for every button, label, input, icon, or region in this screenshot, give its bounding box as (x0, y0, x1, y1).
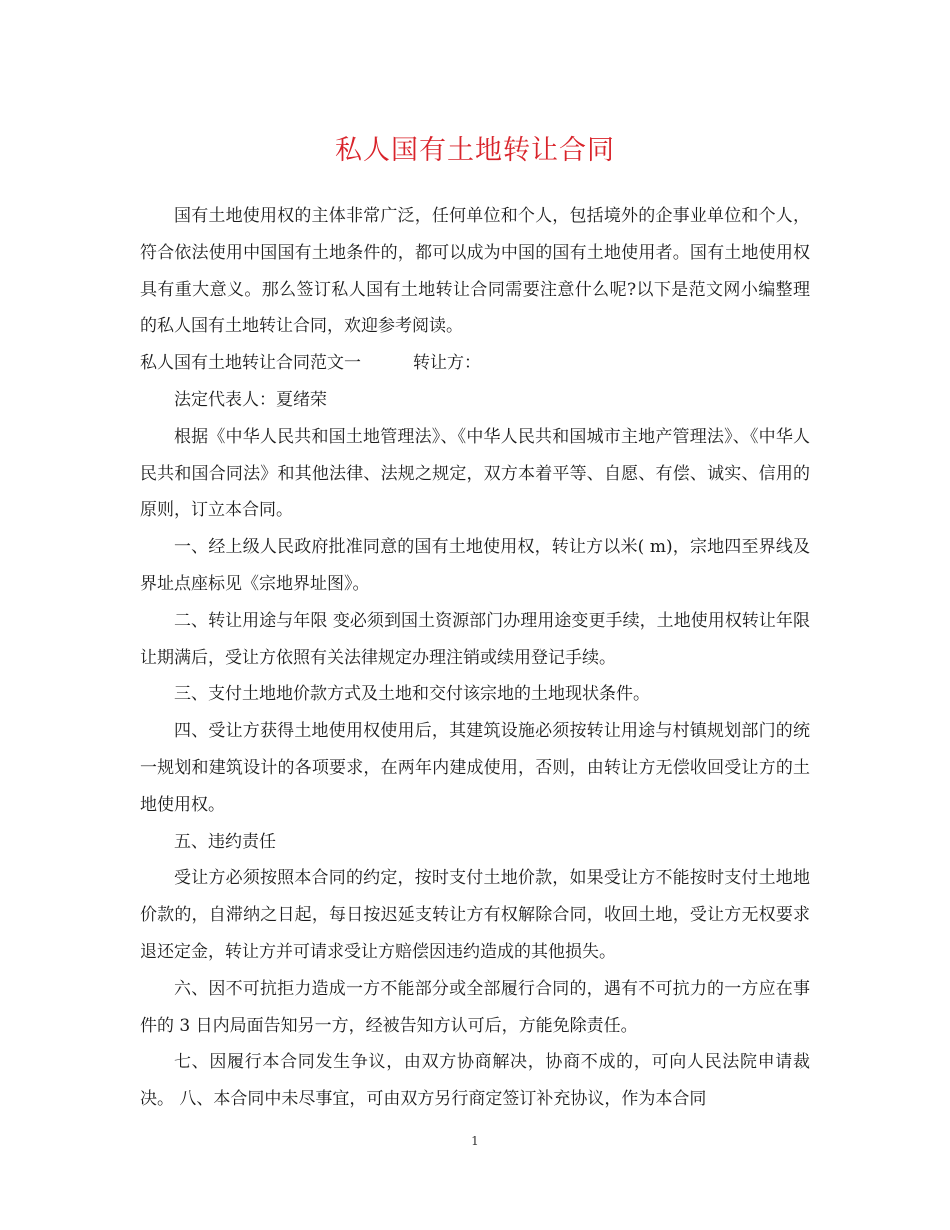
clause-5-heading: 五、违约责任 (174, 831, 276, 852)
basis-paragraph: 根据《中华人民共和国土地管理法》、《中华人民共和国城市主地产管理法》、《中华人民共和国合同法》和其他法律、法规之规定，双方本着平等、自愿、有偿、诚实、信用的原则，订立本合同。 (140, 426, 810, 521)
legal-representative: 法定代表人：夏绪荣 (174, 389, 327, 410)
page-number: 1 (471, 1134, 479, 1148)
section-heading-line (140, 345, 810, 382)
clause-5-body: 受让方必须按照本合同的约定，按时支付土地价款，如果受让方不能按时支付土地地价款的，自滞纳之日起，每日按迟延支转让方有权解除合同，收回土地，受让方无权要求退还定金，转让方并可请求受让方赔偿因违约造成的其他损失。 (140, 868, 810, 962)
clause-7: 七、因履行本合同发生争议，由双方协商解决，协商不成的，可向人民法院申请裁决。 八、本合同中未尽事宜，可由双方另行商定签订补充协议，作为本合同 (140, 1052, 810, 1110)
clause-2: 二、转让用途与年限 变必须到国土资源部门办理用途变更手续，土地使用权转让年限让期满后，受让方依照有关法律规定办理注销或续用登记手续。 (140, 610, 810, 668)
clause-6: 六、因不可抗拒力造成一方不能部分或全部履行合同的，遇有不可抗力的一方应在事件的 3 日内局面告知另一方，经被告知方认可后，方能免除责任。 (140, 978, 810, 1036)
clause-3: 三、支付土地地价款方式及土地和交付该宗地的土地现状条件。 (174, 684, 650, 705)
document-body (140, 198, 810, 1118)
section-label: 私人国有土地转让合同范文一 (140, 353, 361, 374)
clause-1: 一、经上级人民政府批准同意的国有土地使用权，转让方以米( m)，宗地四至界线及界址点座标见《宗地界址图》。 (140, 537, 810, 594)
intro-paragraph: 国有土地使用权的主体非常广泛，任何单位和个人，包括境外的企事业单位和个人，符合依法使用中国国有土地条件的，都可以成为中国的国有土地使用者。国有土地使用权具有重大意义。那么签订私人国有土地转让合同需要注意什么呢?以下是范文网小编整理的私人国有土地转让合同，欢迎参考阅读。 (140, 206, 810, 337)
document-title: 私人国有土地转让合同 (335, 135, 615, 166)
transferor-label: 转让方： (413, 353, 481, 374)
clause-4: 四、受让方获得土地使用权使用后，其建筑设施必须按转让用途与村镇规划部门的统一规划和建筑设计的各项要求，在两年内建成使用，否则，由转让方无偿收回受让方的土地使用权。 (140, 721, 810, 815)
